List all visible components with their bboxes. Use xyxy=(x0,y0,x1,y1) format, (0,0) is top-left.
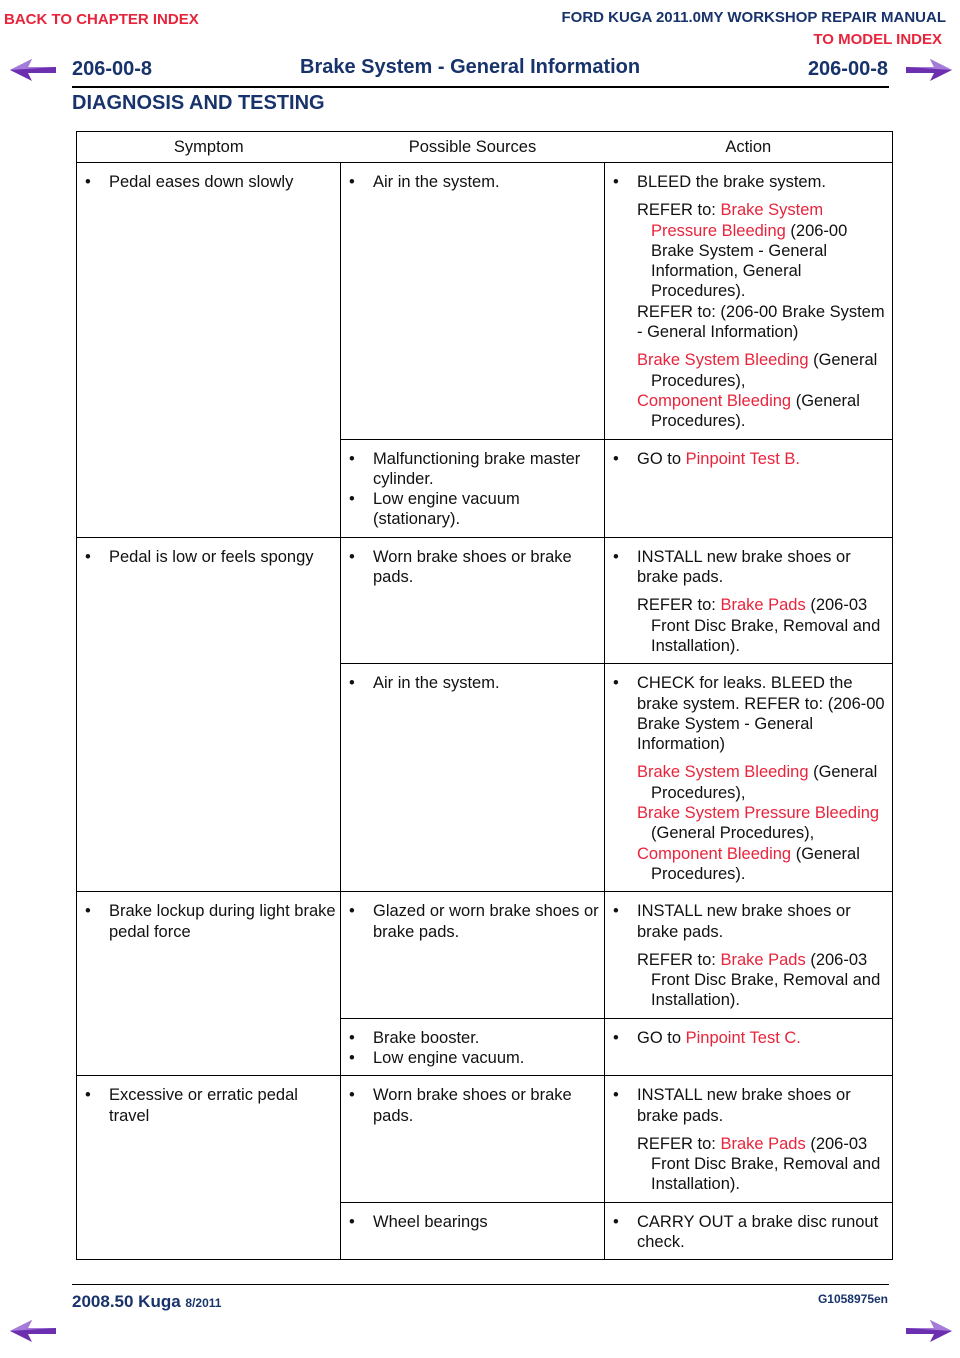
pinpoint-test-b-link[interactable]: Pinpoint Test B. xyxy=(685,449,800,468)
source-cell: • Glazed or worn brake shoes or brake pads. xyxy=(341,892,605,1018)
header-rule xyxy=(72,86,889,88)
footer-model: 2008.50 Kuga 8/2011 xyxy=(72,1292,222,1311)
diagnosis-table xyxy=(76,131,893,1260)
brake-system-bleeding-link[interactable]: Brake System Bleeding xyxy=(637,351,809,370)
table-row xyxy=(77,892,893,1018)
action-cell: • INSTALL new brake shoes or brake pads. REFER to: Brake Pads (206-03 Front Disc Brake, Removal and Installation). xyxy=(605,537,893,663)
action-cell: • INSTALL new brake shoes or brake pads. REFER to: Brake Pads (206-03 Front Disc Brake, Removal and Installation). xyxy=(605,1076,893,1202)
footer-code: G1058975en xyxy=(817,1292,888,1306)
action-cell: • CHECK for leaks. BLEED the brake system. REFER to: (206-00 Brake System - General Information) Brake System Bleeding (General Procedures), Brake System Pressure Bleeding (General Procedures), Component Bleeding (General Procedures). xyxy=(605,664,893,892)
symptom-cell: • Pedal eases down slowly xyxy=(77,163,341,538)
footer-rule xyxy=(72,1284,889,1285)
right-arrow-icon[interactable] xyxy=(904,1318,954,1344)
symptom-cell: • Excessive or erratic pedal travel xyxy=(85,1086,298,1125)
brake-system-pressure-bleeding-link[interactable]: Brake System Pressure Bleeding xyxy=(637,804,880,823)
page-number-right: 206-00-8 xyxy=(807,58,888,80)
section-title: DIAGNOSIS AND TESTING xyxy=(72,92,325,114)
action-cell: • CARRY OUT a brake disc runout check. xyxy=(605,1202,893,1260)
pinpoint-test-c-link[interactable]: Pinpoint Test C. xyxy=(685,1028,801,1047)
brake-system-pressure-bleeding-link[interactable]: Brake System Pressure Bleeding xyxy=(651,201,824,240)
page-title: Brake System - General Information xyxy=(300,56,641,78)
to-model-index-link[interactable]: TO MODEL INDEX xyxy=(813,31,942,48)
column-header-symptom: Symptom xyxy=(77,132,341,163)
action-cell: • GO to Pinpoint Test B. xyxy=(605,439,893,537)
source-cell: • Worn brake shoes or brake pads. xyxy=(341,537,605,663)
source-cell: • Malfunctioning brake master cylinder. • Low engine vacuum (stationary). xyxy=(341,439,605,537)
brake-pads-link[interactable]: Brake Pads xyxy=(720,950,806,969)
left-arrow-icon[interactable] xyxy=(8,1318,58,1344)
symptom-cell: • Brake lockup during light brake pedal force xyxy=(77,892,341,1076)
action-cell: • BLEED the brake system. REFER to: Brake System Pressure Bleeding (206-00 Brake System - General Information, General Procedures). REFER to: (206-00 Brake System - General Information) Brake System Bleeding (General Procedures), Component Bleeding (General Procedures). xyxy=(605,163,893,440)
source-cell: • Air in the system. xyxy=(341,163,605,440)
manual-title: FORD KUGA 2011.0MY WORKSHOP REPAIR MANUAL xyxy=(561,9,946,26)
brake-system-bleeding-link[interactable]: Brake System Bleeding xyxy=(637,763,809,782)
column-header-action: Action xyxy=(605,132,893,163)
table-header-row xyxy=(77,132,893,163)
brake-pads-link[interactable]: Brake Pads xyxy=(720,596,806,615)
column-header-sources: Possible Sources xyxy=(341,132,605,163)
left-arrow-icon[interactable] xyxy=(8,57,58,83)
source-cell: • Air in the system. xyxy=(341,664,605,892)
symptom-cell: • Pedal is low or feels spongy xyxy=(77,537,341,891)
component-bleeding-link[interactable]: Component Bleeding xyxy=(637,844,792,863)
table-row xyxy=(77,1076,893,1202)
back-to-chapter-index-link[interactable]: BACK TO CHAPTER INDEX xyxy=(4,11,199,28)
right-arrow-icon[interactable] xyxy=(904,57,954,83)
page-number-left: 206-00-8 xyxy=(72,58,153,80)
source-cell: • Wheel bearings xyxy=(341,1202,605,1260)
brake-pads-link[interactable]: Brake Pads xyxy=(720,1134,806,1153)
footer-date: 8/2011 xyxy=(185,1296,222,1310)
source-cell: • Worn brake shoes or brake pads. xyxy=(341,1076,605,1202)
source-cell: • Brake booster. • Low engine vacuum. xyxy=(341,1018,605,1076)
action-cell: • GO to Pinpoint Test C. xyxy=(605,1018,893,1076)
action-cell: • INSTALL new brake shoes or brake pads. REFER to: Brake Pads (206-03 Front Disc Brake, Removal and Installation). xyxy=(605,892,893,1018)
table-row xyxy=(77,537,893,663)
table-row xyxy=(77,163,893,440)
component-bleeding-link[interactable]: Component Bleeding xyxy=(637,391,792,410)
